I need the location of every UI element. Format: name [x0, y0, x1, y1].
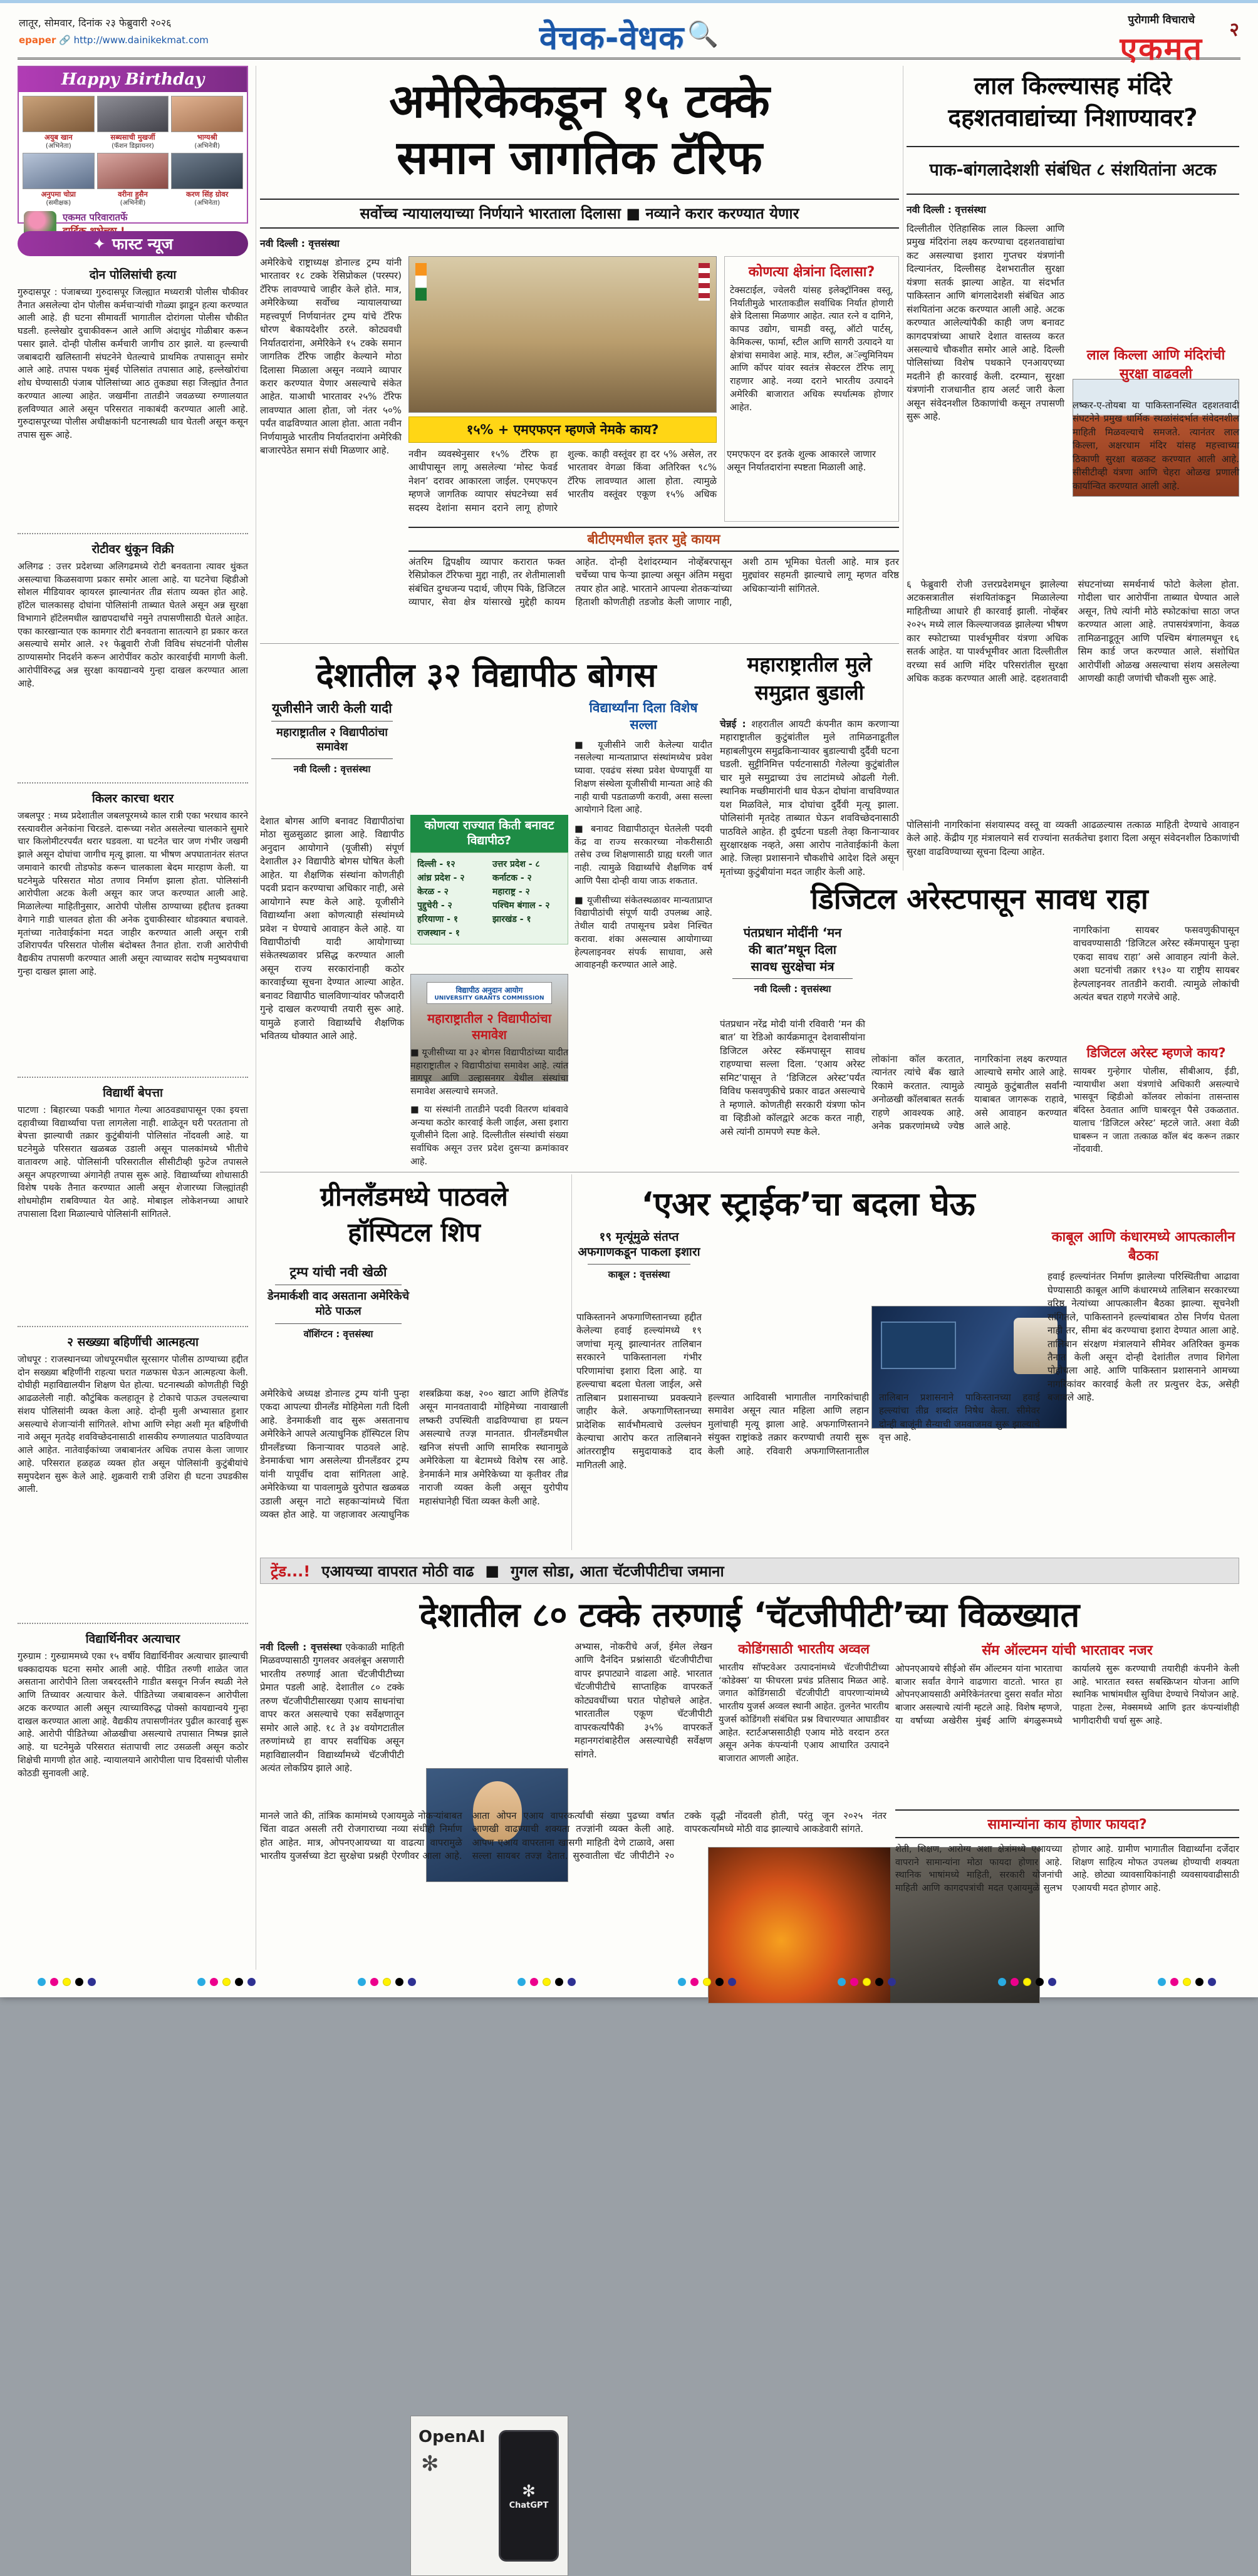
greeting-line1: एकमत परिवारातर्फे: [63, 212, 128, 224]
india-flag: [415, 263, 427, 301]
sectors-title: कोणत्या क्षेत्रांना दिलासा?: [748, 264, 875, 280]
fast-news-title: फास्ट न्यूज: [112, 235, 174, 253]
birthday-role: (अभिनेता): [194, 199, 221, 207]
fast-news-item-body: जबलपूर : मध्य प्रदेशातील जबलपूरमध्ये काल रात्री एका भरधाव कारने रस्त्यावरील अनेकांना चिरडले. दारूच्या नशेत असलेल्या चालकाने सुमारे चार किलोमीटरपर्यंत थरार घडवला. या घटनेत चार जण गंभीर जखमी झाले असून दोघांचा जागीच मृत्यू झाला. या भीषण अपघातानंतर संतप्त जमावाने कारची तोडफोड करून चालकाला बेदम मारहाण केली. या घटनेमुळे परिसरात मोठा तणाव निर्माण झाला होता. पोलिसांनी आरोपीला अटक केली असून कार जप्त करण्यात आली आहे. मिळालेल्या माहितीनुसार, आरोपी पोलीस ठाण्याच्या हद्दीतच इतक्या वेगाने गाडी चालवत होता की अनेक दुचाकीस्वार थोडक्यात बचावले. मृतांच्या नातेवाईकांना मदत जाहीर करण्यात आली असून रात्री उशिरापर्यंत परिसरात पोलीस बंदोबस्त तैनात होता. राजी आरोपीची वैद्यकीय तपासणी करण्यात आली असून त्याच्यावर सदोष मनुष्यवधाचा गुन्हा दाखल झाला आहे.: [18, 811, 248, 977]
drowning-body: चेन्नई : शहरातील आयटी कंपनीत काम करणाऱ्या महाराष्ट्रातील कुटुंबांतील मुले तामिळनाडूतील महाबलीपुरम समुद्रकिनाऱ्यावर बुडाल्याची दुर्दैवी घटना घडली. सुट्टीनिमित्त पर्यटनासाठी गेलेल्या कुटुंबांतील चार मुले समुद्राच्या उंच लाटांमध्ये ओढली गेली. स्थानिक मच्छीमारांनी धाव घेऊन दोघांना वाचविण्यात यश मिळविले, मात्र दोघांचा दुर्दैवी मृत्यू झाला. पोलिसांनी मृतदेह ताब्यात घेऊन शवविच्छेदनासाठी पाठविले आहेत. ही दुर्घटना घडली तेव्हा किनाऱ्यावर सुरक्षारक्षक नव्हते, असा आरोप नातेवाईकांनी केला आहे. जिल्हा प्रशासनाने चौकशीचे आदेश दिले असून मृतांच्या कुटुंबीयांना मदत जाहीर केली आहे.: [720, 718, 899, 877]
advice-title: विद्यार्थ्यांना दिला विशेष सल्ला: [589, 700, 698, 733]
redfort-body-col2: लष्कर-ए-तोयबा या पाकिस्तानस्थित दहशतवादी संघटनेने प्रमुख धार्मिक स्थळांसंदर्भात संवेदनशील माहिती मिळवल्याचे समजते. त्यानंतर लाल किल्ला, अक्षरधाम मंदिर यांसह महत्त्वाच्या ठिकाणी सुरक्षा बळकट करण्यात आली आहे. सीसीटीव्ही यंत्रणा आणि चेहरा ओळख प्रणाली कार्यान्वित करण्यात आली आहे.: [1073, 400, 1239, 492]
fast-news-item-body: पाटणा : बिहारच्या पकडी भागात गेल्या आठवड्यापासून एका इयत्ता दहावीच्या विद्यार्थ्याचा पत्ता लागलेला नाही. शाळेतून घरी परतताना तो बेपत्ता झाल्याची तक्रार कुटुंबीयांनी पोलिसांत नोंदवली आहे. या घटनेमुळे परिसरात खळबळ उडाली असून पालकांमध्ये भीतीचे वातावरण आहे. पोलिसांनी परिसरातील सीसीटीव्ही फुटेज तपासले असून अपहरणाच्या अंगानेही तपास सुरू आहे. विद्यार्थ्याच्या शोधासाठी विशेष पथके तैनात करण्यात आली असून शेजारच्या जिल्ह्यांतही शोधमोहीम राबविण्यात येत आहे. मोबाइल लोकेशनच्या आधारे तपासाला दिशा मिळाल्याचे पोलिसांनी सांगितले.: [18, 1105, 248, 1219]
benefit-box: [895, 1809, 1239, 1966]
birthday-person: [171, 96, 243, 150]
airstrike-body2: हल्ल्यात आदिवासी भागातील नागरिकांचाही समावेश असून त्यात महिला आणि लहान मुलांचाही मृत्यू झाला आहे. अफगाणिस्तानने संयुक्त राष्ट्रांकडे तक्रार करण्याची तयारी सुरू केली आहे. रविवारी अफगाणिस्तानातील तालिबान प्रशासनाने पाकिस्तानच्या हवाई हल्ल्यांचा तीव्र शब्दांत निषेध केला. सीमेवर दोन्ही बाजूंनी सैन्याची जमवाजमव सुरू झाल्याचे वृत्त आहे.: [708, 1392, 1040, 1457]
count-item: राजस्थान - १: [417, 928, 460, 938]
greenland-body: अमेरिकेचे अध्यक्ष डोनाल्ड ट्रम्प यांनी पुन्हा एकदा आपल्या ग्रीनलँड मोहिमेला गती दिली आहे. डेनमार्कशी वाद सुरू असतानाच अमेरिकेने आपले अत्याधुनिक हॉस्पिटल शिप ग्रीनलँडच्या किनाऱ्यावर पाठवले आहे. डेनमार्कचा भाग असलेल्या ग्रीनलँडवर ट्रम्प यांनी यापूर्वीच दावा सांगितला आहे. अमेरिकेच्या या पावलामुळे युरोपात खळबळ उडाली असून नाटो सहकाऱ्यांमध्ये चिंता व्यक्त होत आहे. या जहाजावर अत्याधुनिक शस्त्रक्रिया कक्ष, २०० खाटा आणि हेलिपॅड असून मानवतावादी मोहिमेच्या नावाखाली लष्करी उपस्थिती वाढविण्याचा हा प्रयत्न असल्याचे तज्ज्ञ मानतात. ग्रीनलँडमधील खनिज संपत्ती आणि सामरिक स्थानामुळे अमेरिकेला या बेटामध्ये विशेष रस आहे. डेनमार्कने मात्र अमेरिकेच्या या कृतीवर तीव्र नाराजी व्यक्त केली असून युरोपीय महासंघानेही चिंता व्यक्त केली आहे.: [260, 1388, 568, 1520]
registration-dots: [678, 1977, 741, 1989]
trend-separator: ■: [485, 1562, 500, 1580]
masthead-tagline: पुरोगामी विचाराचे: [1128, 14, 1195, 26]
birthday-name: वरीना हुसैन: [118, 190, 148, 199]
edition-logo-text: वेचक-वेधक: [539, 19, 685, 57]
greenland-subhead: ट्रम्प यांची नवी खेळी डेनमार्कशी वाद असताना अमेरिकेचे मोठे पाऊल वॉशिंग्टन : वृत्तसंस्था: [260, 1263, 417, 1340]
drowning-headline: महाराष्ट्रातील मुले समुद्रात बुडाली: [747, 652, 872, 705]
fast-news-item-title: २ सख्ख्या बहिणींची आत्महत्या: [67, 1335, 199, 1349]
registration-dots: [1158, 1977, 1220, 1989]
fast-news-item-body: गुरुदासपूर : पंजाबच्या गुरुदासपूर जिल्ह्यात मध्यरात्री पोलीस चौकीवर तैनात असलेल्या दोन पोलीस कर्मचाऱ्यांची गोळ्या झाडून हत्या करण्यात आली आहे. ही घटना सीमावर्ती भागातील दोरांगला पोलीस चौकीत घडली. हल्लेखोर दुचाकीवरून आले आणि अंदाधुंद गोळीबार करून पसार झाले. दोन्ही पोलीस कर्मचारी जागीच ठार झाले. या हल्ल्याची जबाबदारी खलिस्तानी संघटनेने घेतल्याचे प्राथमिक तपासातून समोर आले आहे. तपास पथक मुंबई पोलिसांत तपासात आहे, हल्लेखोरांचा शोध घेण्यासाठी पंजाब पोलिसांच्या आठ तुकड्या सहा जिल्ह्यांत तैनात करण्यात आल्या आहेत. जखमींना तातडीने जवळच्या रुग्णालयात हलविण्यात आले असून परिसरात नाकाबंदी करण्यात आली आहे. गुरुदासपूरच्या पोलीस अधीक्षकांनी घटनास्थळी धाव घेतली असून कसून तपास सुरू आहे.: [18, 287, 248, 441]
trend-label: ट्रेंड...!: [271, 1562, 311, 1580]
fast-news-item: [18, 1078, 248, 1327]
airstrike-dateline: काबूल : वृत्तसंस्था: [608, 1268, 670, 1280]
digital-arrest-subhead: पंतप्रधान मोदींनी ‘मन की बात’मधून दिला सावध सुरक्षेचा मंत्र नवी दिल्ली : वृत्तसंस्था: [720, 924, 865, 995]
birthday-photo: [97, 153, 169, 189]
count-item: हरियाणा - १: [417, 914, 459, 924]
birthday-person: [23, 153, 95, 207]
fake-univ-count-list: [410, 852, 568, 944]
redfort-secure-title: लाल किल्ला आणि मंदिरांची सुरक्षा वाढवली: [1086, 348, 1225, 382]
count-item: कर्नाटक - २: [492, 872, 532, 883]
ugc-sign-marathi: विद्यापीठ अनुदान आयोग: [455, 986, 523, 995]
count-item: महाराष्ट्र - २: [492, 886, 530, 897]
fast-news-item: [18, 260, 248, 534]
digital-arrest-body3: लोकांना कॉल करतात, त्यानंतर त्यांचे बँक खाते रिकामे करतात. त्यामुळे अनोळखी कॉलबाबत सतर्क राहणे आवश्यक आहे. अनेक प्रकरणांमध्ये ज्येष्ठ नागरिकांना लक्ष्य करण्यात आल्याचे समोर आले आहे. त्यामुळे कुटुंबातील सर्वांनी याबाबत जागरूक राहावे, असे आवाहन करण्यात आले आहे.: [871, 1053, 1067, 1132]
birthday-name: अनुपमा चोप्रा: [41, 190, 76, 199]
birthday-role: (फॅशन डिझायनर): [112, 142, 154, 150]
registration-marks-row: [38, 1976, 1220, 1989]
trend-text1: एआयच्या वापरात मोठी वाढ: [321, 1562, 474, 1580]
tariff-subhead: सर्वोच्च न्यायालयाच्या निर्णयाने भारताला दिलासा ■ नव्याने करार करण्यात येणार: [260, 199, 899, 229]
birthday-photo: [171, 96, 243, 132]
redfort-body-wide: ६ फेब्रुवारी रोजी उत्तरप्रदेशमधून झालेल्या अटकसत्रातील संशयितांकडून मिळालेल्या माहितीच्या आधारे ही कारवाई झाली. नोव्हेंबर २०२५ मध्ये लाल किल्ल्याजवळ झालेल्या भीषण कार स्फोटाच्या पार्श्वभूमीवर यंत्रणा अधिक सतर्क आहेत. या पार्श्वभूमीवर आता दिल्लीतील वरच्या सर्व आणि मंदिर परिसरांतील सुरक्षा अधिक कडक करण्यात आली आहे. दहशतवादी संघटनांच्या समर्थनार्थ फोटो केलेला होता. गोदीला चार आरोपींना ताब्यात घेण्यात आले असून, तिघे त्यांनी मोठे स्फोटकांचा साठा जप्त करण्यात आला आहे. तपासयंत्रणांना, केवळ तामिळनाडूतून आणि पश्चिम बंगालमधून १६ सिम कार्ड जप्त करण्यात आले. संशोधित आरोपींशी ओळख असल्याचा संशय असलेल्या आणखी काही जणांची चौकशी सुरू आहे.: [907, 579, 1239, 685]
fast-news-item-body: जोधपूर : राजस्थानच्या जोधपूरमधील सूरसागर पोलीस ठाण्याच्या हद्दीत दोन सख्ख्या बहिणींनी राहत्या घरात गळफास घेऊन आत्महत्या केली. दोघीही महाविद्यालयीन शिक्षण घेत होत्या. घटनास्थळी कोणतीही चिठ्ठी आढळलेली नाही. कौटुंबिक कलहातून हे टोकाचे पाऊल उचलल्याचा संशय पोलिसांनी व्यक्त केला आहे. दोन्ही मुली अभ्यासात हुशार असल्याचे शेजाऱ्यांनी सांगितले. शोभा आणि स्नेहा अशी मृत बहिणींची नावे असून मृतदेह शवविच्छेदनासाठी शासकीय रुग्णालयात पाठविण्यात आले आहेत. नातेवाईकांच्या जबाबानंतर अधिक तपास केला जाणार आहे. परिसरात हळहळ व्यक्त होत असून पोलिसांनी कुटुंबीयांचे समुपदेशन सुरू केले आहे. शुक्रवारी रात्री उशिरा ही घटना उघडकीस आली.: [18, 1355, 248, 1495]
airstrike-subhead: १९ मृत्यूंमुळे संतप्त अफगाणकडून पाकला इशारा काबूल : वृत्तसंस्था: [576, 1228, 702, 1281]
digital-arrest-dateline: नवी दिल्ली : वृत्तसंस्था: [754, 983, 831, 995]
tariff-dateline: नवी दिल्ली : वृत्तसंस्था: [260, 238, 340, 249]
birthday-name: सब्यसाची मुखर्जी: [110, 133, 155, 142]
advice-box: [574, 700, 712, 1168]
fast-news-item-title: विद्यार्थी बेपत्ता: [103, 1086, 163, 1100]
advice-bullet: ■ यूजीसीच्या संकेतस्थळावर मान्यताप्राप्त विद्यापीठांची संपूर्ण यादी उपलब्ध आहे. तेथील यादी तपासूनच प्रवेश निश्चित करावा. शंका असल्यास आयोगाच्या हेल्पलाइनवर संपर्क साधावा, असे आवाहनही करण्यात आले आहे.: [574, 895, 712, 971]
openai-logo-text: OpenAI: [418, 2428, 486, 2446]
birthday-role: (समीक्षक): [46, 199, 71, 207]
what-body: सायबर गुन्हेगार पोलीस, सीबीआय, ईडी, न्यायाधीश अशा यंत्रणांचे अधिकारी असल्याचे भासवून व्हिडीओ कॉलवर लोकांना तासन्तास बंदिस्त ठेवतात आणि घाबरवून पैसे उकळतात. यालाच ‘डिजिटल अरेस्ट’ म्हटले जाते. अशा वेळी घाबरून न जाता तत्काळ कॉल बंद करून तक्रार नोंदवावी.: [1073, 1067, 1239, 1155]
birthday-person: [97, 96, 169, 150]
count-item: दिल्ली - १२: [417, 859, 455, 869]
column-divider: [571, 1174, 572, 1550]
benefit-body: शेती, शिक्षण, आरोग्य अशा क्षेत्रांमध्ये एआयच्या वापराने सामान्यांना मोठा फायदा होणार आहे. स्थानिक भाषांमध्ये माहिती, सरकारी योजनांची माहिती आणि कागदपत्रांची मदत एआयमुळे सुलभ होणार आहे. ग्रामीण भागातील विद्यार्थ्यांना दर्जेदार शिक्षण साहित्य मोफत उपलब्ध होण्याची शक्यता आहे. छोट्या व्यावसायिकांनाही व्यवसायवाढीसाठी एआयची मदत होणार आहे.: [895, 1844, 1239, 1894]
bta-box: [408, 527, 899, 639]
coding-title: कोडिंगसाठी भारतीय अव्वल: [738, 1642, 870, 1657]
ugc-sign-english: UNIVERSITY GRANTS COMMISSION: [434, 995, 544, 1001]
count-item: केरळ - २: [417, 886, 449, 897]
birthday-title: Happy Birthday: [19, 67, 247, 92]
bogus-univ-subhead-block: [260, 700, 404, 775]
fast-news-item-title: विद्यार्थिनीवर अत्याचार: [85, 1632, 180, 1646]
digital-arrest-body2: नागरिकांना सायबर फसवणुकीपासून वाचवण्यासाठी ‘डिजिटल अरेस्ट स्कॅमपासून पुन्हा एकदा सावध राहा’ असे आवाहन त्यांनी केले. अशा घटनांची तक्रार १९३० या राष्ट्रीय सायबर हेल्पलाइनवर तातडीने करावी. त्यामुळे लोकांची अत्यंत बचत राहणे गरजेचे आहे.: [1073, 924, 1239, 1003]
mh-univ-box: [410, 1010, 568, 1168]
epaper-url[interactable]: http://www.dainikekmat.com: [73, 34, 209, 46]
section-rule: [260, 643, 899, 644]
meetings-body: हवाई हल्ल्यांनंतर निर्माण झालेल्या परिस्थितीचा आढावा घेण्यासाठी काबूल आणि कंधारमध्ये तालिबान सरकारच्या वरिष्ठ नेत्यांच्या आपत्कालीन बैठका झाल्या. सूचनेशी सांगितले, पाकिस्तानने हल्ल्यांबाबत ठोस निर्णय घेतला नाही तर, सीमा बंद करण्याचा इशारा देण्यात आला आहे. तालिबान संरक्षण मंत्रालयाने सीमेवर अतिरिक्त कुमक तैनात केली असून दोन्ही देशांतील तणाव शिगेला पोहोचला आहे. आणि पाकिस्तान प्रशासनाने आमच्या नागरिकांवर कारवाई केली तर प्रत्युत्तर देऊ, असेही बजावले आहे.: [1047, 1271, 1239, 1404]
fast-news-icon: ✦: [92, 234, 106, 253]
bta-body: अंतरिम द्विपक्षीय व्यापार करारात फक्त रेसिप्रोकल टॅरिफचा मुद्दा नाही, तर शेतीमालाशी संबंधित दुग्धजन्य पदार्थ, जीएम पिके, डिजिटल व्यापार, सेवा क्षेत्र यांसारखे मुद्देही कायम आहेत. दोन्ही देशांदरम्यान नोव्हेंबरपासून चर्चेच्या पाच फेऱ्या झाल्या असून अंतिम मसुदा तयार होत आहे. भारताने आपल्या शेतकऱ्यांच्या हिताशी कोणतीही तडजोड केली जाणार नाही, अशी ठाम भूमिका घेतली आहे. मात्र इतर मुद्द्यांवर सहमती झाल्याचे लागू म्हणत वरिष्ठ अधिकाऱ्यांनी सांगितले.: [408, 556, 899, 608]
masthead-block: [1120, 12, 1203, 69]
fast-news-item-title: रोटीवर थुंकून विक्री: [91, 542, 174, 556]
redfort-headline: लाल किल्ल्यासह मंदिरे दहशतवाद्यांच्या निशाण्यावर?: [948, 72, 1198, 132]
advice-bullet: ■ यूजीसीने जारी केलेल्या यादीत नसलेल्या मान्यताप्राप्त संस्थांमध्येच प्रवेश घ्यावा. एवढंच संस्था प्रवेश घेण्यापूर्वी या शिक्षण संस्थेला यूजीसीची मान्यता आहे की नाही याची पडताळणी करावी, असा सल्ला आयोगाने दिला आहे.: [574, 740, 712, 815]
fast-news-item: [18, 1327, 248, 1624]
bta-title: बीटीएमधील इतर मुद्दे कायम: [408, 527, 899, 552]
modi-trump-photo: [408, 256, 717, 413]
coding-box: [719, 1640, 889, 1801]
meetings-title: काबूल आणि कंधारमध्ये आपत्कालीन बैठका: [1051, 1229, 1235, 1264]
fake-univ-count-title: कोणत्या राज्यात किती बनावट विद्यापीठ?: [410, 815, 568, 852]
mh-univ-bullet: ■ यूजीसीच्या या ३२ बोगस विद्यापीठांच्या यादीत महाराष्ट्रातील २ विद्यापीठांचा समावेश आहे. त्यांत नागपूर आणि उल्हासनगर येथील संस्थांचा समावेश असल्याचे समजते.: [410, 1048, 568, 1097]
airstrike-headline: ‘एअर स्ट्राईक’चा बदला घेऊ: [641, 1186, 975, 1223]
birthday-photo: [171, 153, 243, 189]
count-item: आंध्र प्रदेश - २: [417, 872, 465, 883]
registration-dots: [517, 1977, 580, 1989]
drowning-dateline: चेन्नई :: [720, 718, 746, 730]
tariff-headline: अमेरिकेकडून १५ टक्के समान जागतिक टॅरिफ: [389, 75, 770, 185]
altman-title: सॅम ऑल्टमन यांची भारतावर नजर: [982, 1643, 1153, 1658]
birthday-name: करण सिंह ग्रोवर: [186, 190, 229, 199]
screen-graphic: [881, 1322, 956, 1369]
fast-news-banner: [18, 231, 248, 256]
registration-dots: [38, 1977, 100, 1989]
sectors-box: [724, 256, 899, 522]
count-item: उत्तर प्रदेश - ८: [492, 859, 540, 869]
edition-logo: [539, 14, 719, 59]
chatgpt-body3: मानले जाते की, तांत्रिक कामांमध्ये एआयमुळे नोकऱ्यांबाबत चिंता वाढत असली तरी रोजगाराच्या नव्या संधीही निर्माण होत आहेत. मात्र, ओपनएआयच्या या वाढत्या वापरामुळे भारतीय युजर्सच्या डेटा सुरक्षेचा प्रश्नही ऐरणीवर आला आहे. आता ओपन एआय वापरकर्त्यांची संख्या पुढच्या वर्षात आणखी वाढण्याची शक्यता तज्ज्ञांनी व्यक्त केली आहे. आपण एआय वापरताना खासगी माहिती देणे टाळावे, असा सल्ला सायबर तज्ज्ञ देतात. सुरुवातीला चॅट जीपीटीने २० टक्के वृद्धी नोंदवली होती, परंतु जून २०२५ नंतर वापरकर्त्यांमध्ये मोठी वाढ झाल्याचे आकडेवारी सांगते.: [260, 1810, 886, 1862]
mh-univ-title: महाराष्ट्रातील २ विद्यापीठांचा समावेश: [427, 1011, 551, 1042]
bogus-univ-sub2: महाराष्ट्रातील २ विद्यापीठांचा समावेश: [276, 726, 388, 754]
us-flag: [699, 263, 710, 301]
bogus-univ-headline: देशातील ३२ विद्यापीठ बोगस: [316, 656, 657, 695]
fast-news-item: [18, 534, 248, 784]
trend-text2: गुगल सोडा, आता चॅटजीपीटीचा जमाना: [511, 1562, 724, 1580]
page-number: २: [1229, 19, 1239, 41]
phone-image: [499, 2430, 559, 2562]
birthday-role: (अभिनेता): [45, 142, 71, 150]
masthead-title: एकमत: [1120, 31, 1203, 67]
trend-bar: [260, 1558, 1239, 1584]
date-line: लातूर, सोमवार, दिनांक २३ फेब्रुवारी २०२६: [19, 17, 172, 29]
greenland-headline: ग्रीनलँडमध्ये पाठवले हॉस्पिटल शिप: [320, 1181, 508, 1248]
link-icon: 🔗: [59, 34, 71, 46]
chatgpt-phone-label: ChatGPT: [509, 2501, 549, 2510]
registration-dots: [358, 1977, 420, 1989]
fast-news-item: [18, 1624, 248, 1912]
birthday-photo: [97, 96, 169, 132]
tariff-body-col1: अमेरिकेचे राष्ट्राध्यक्ष डोनाल्ड ट्रम्प यांनी भारतावर १८ टक्के रेसिप्रोकल (परस्पर) टॅरिफ लावण्याचे जाहीर केले होते. मात्र, अमेरिकेच्या सर्वोच्च न्यायालयाच्या महत्त्वपूर्ण निर्णयानंतर ट्रम्प यांचे टॅरिफ धोरण बेकायदेशीर ठरले. कोट्यवधी निर्यातदारांना, अमेरिकेने १५ टक्के समान जागतिक टॅरिफ जाहीर केल्याने मोठा दिलासा मिळाला असून नव्याने व्यापार करार करण्यात येणार असल्याचे संकेत आहेत. याआधी भारतावर २५% टॅरिफ लावण्यात आला होता, जो नंतर ५०% पर्यंत वाढविण्यात आला होता. आता नवीन निर्णयामुळे भारतीय निर्यातदारांना अमेरिकी बाजारपेठेत समान संधी मिळणार आहे.: [260, 257, 402, 457]
emergency-meetings-box: [1047, 1228, 1239, 1551]
digital-arrest-headline: डिजिटल अरेस्टपासून सावध राहा: [811, 882, 1148, 916]
fast-news-item-body: अलिगढ : उत्तर प्रदेशच्या अलिगढमध्ये रोटी बनवताना त्यावर थुंकत असल्याचा किळसवाणा प्रकार समोर आला आहे. या घटनेचा व्हिडीओ सोशल मीडियावर व्हायरल झाल्यानंतर तीव्र संताप व्यक्त होत आहे. हॉटेल चालकासह दोघांना पोलिसांनी ताब्यात घेतले असून अन्न सुरक्षा विभागाने हॉटेलमधील खाद्यपदार्थांचे नमुने तपासणीसाठी घेतले आहेत. एका कारखान्यात एक कामगार रोटी बनवताना सातत्याने हा प्रकार करत असल्याचे समोर आले. २१ फेब्रुवारी रोजी विविध संघटनांनी पोलीस ठाण्यासमोर निदर्शने करून आरोपींवर कठोर कारवाईची मागणी केली. आरोपींविरुद्ध अन्न सुरक्षा कायद्यान्वये गुन्हा दाखल करण्यात आला आहे.: [18, 562, 248, 689]
epaper-label: epaper: [19, 34, 56, 46]
birthday-box: [18, 66, 248, 224]
registration-dots: [838, 1977, 900, 1989]
bogus-univ-body: देशात बोगस आणि बनावट विद्यापीठांचा मोठा सुळसुळाट झाला आहे. विद्यापीठ अनुदान आयोगाने (यूजीसी) संपूर्ण देशातील ३२ विद्यापीठे बोगस घोषित केली आहेत. या शैक्षणिक संस्थांना कोणतीही पदवी प्रदान करण्याचा अधिकार नाही, असे आयोगाने स्पष्ट केले आहे. यूजीसीने विद्यार्थ्यांना अशा कोणत्याही संस्थांमध्ये प्रवेश न घेण्याचे आवाहन केले आहे. या विद्यापीठांची यादी आयोगाच्या संकेतस्थळावर प्रसिद्ध करण्यात आली असून राज्य सरकारांनाही कठोर कारवाईच्या सूचना देण्यात आल्या आहेत. बनावट विद्यापीठ चालविणाऱ्यांवर फौजदारी गुन्हे दाखल करण्याची तयारी सुरू आहे. यामुळे हजारो विद्यार्थ्यांचे शैक्षणिक भवितव्य धोक्यात आले आहे.: [260, 815, 404, 1042]
chatgpt-body2: अभ्यास, नोकरीचे अर्ज, ईमेल लेखन आणि दैनंदिन प्रश्नांसाठी चॅटजीपीटीचा वापर झपाट्याने वाढला आहे. भारतात चॅटजीपीटीचे साप्ताहिक वापरकर्ते कोट्यवधींच्या घरात पोहोचले आहेत. भारतातील एकूण चॅटजीपीटी वापरकर्त्यांपैकी ३५% वापरकर्ते महानगरांबाहेरील असल्याचेही सर्वेक्षण सांगते.: [574, 1641, 712, 1760]
birthday-photo: [23, 96, 95, 132]
fast-news-column: [18, 260, 248, 1945]
mfn-body: नवीन व्यवस्थेनुसार १५% टॅरिफ हा आधीपासून लागू असलेल्या ‘मोस्ट फेवर्ड नेशन’ दरावर आकारला जाईल. एमएफएन म्हणजे जागतिक व्यापार संघटनेच्या सर्व सदस्य देशांना समान दराने लागू होणारे शुल्क. काही वस्तूंवर हा दर ५% असेल, तर भारतावर वेगळा किंवा अतिरिक्त ९८% टॅरिफ लावण्यात आला होता. त्यामुळे भारतीय वस्तूंवर एकूण १५% अधिक एमएफएन दर इतके शुल्क आकारले जाणार असून निर्यातदारांना स्पष्टता मिळाली आहे.: [408, 448, 876, 514]
fake-univ-count-box: [410, 815, 568, 944]
redfort-body-col1: दिल्लीतील ऐतिहासिक लाल किल्ला आणि प्रमुख मंदिरांना लक्ष्य करण्याचा दहशतवाद्यांचा कट असल्याचा इशारा गुप्तचर यंत्रणांनी दिल्यानंतर, दिल्लीसह देशभरातील सुरक्षा यंत्रणा सतर्क झाल्या आहेत. या संदर्भात पाकिस्तान आणि बांगलादेशशी संबंधित आठ संशयितांना अटक करण्यात आली आहे. अटक करण्यात आलेल्यांपैकी काही जण बनावट कागदपत्रांच्या आधारे देशात वास्तव्य करत असल्याचे चौकशीत समोर आले आहे. दिल्ली पोलिसांच्या विशेष पथकाने एनआयएच्या मदतीने ही कारवाई केली. दरम्यान, सुरक्षा यंत्रणांनी राजधानीत हाय अलर्ट जारी केला असून संवेदनशील ठिकाणांची कसून तपासणी सुरू आहे.: [907, 223, 1064, 423]
bogus-univ-dateline: नवी दिल्ली : वृत्तसंस्था: [293, 763, 371, 775]
greenland-dateline: वॉशिंग्टन : वृत्तसंस्था: [303, 1328, 373, 1340]
chatgpt-headline: देशातील ८० टक्के तरुणाई ‘चॅटजीपीटी’च्या विळख्यात: [419, 1595, 1080, 1635]
mh-univ-bullet: ■ या संस्थांनी तातडीने पदवी वितरण थांबवावे अन्यथा कठोर कारवाई केली जाईल, असा इशारा यूजीसीने दिला आहे. दिल्लीतील संस्थांची संख्या सर्वाधिक असून उत्तर प्रदेश दुसऱ्या क्रमांकावर आहे.: [410, 1104, 568, 1167]
what-title: डिजिटल अरेस्ट म्हणजे काय?: [1086, 1045, 1226, 1060]
birthday-name: भाग्यश्री: [197, 133, 217, 142]
openai-swirl-icon: ✻: [421, 2451, 439, 2476]
birthday-name: अयुब खान: [44, 133, 73, 142]
magnifier-icon: 🔍: [687, 20, 719, 49]
chatgpt-dateline: नवी दिल्ली : वृत्तसंस्था: [260, 1642, 342, 1653]
bogus-univ-sub1: यूजीसीने जारी केली यादी: [272, 701, 392, 716]
birthday-role: (अभिनेत्री): [120, 199, 146, 207]
birthday-photo: [23, 153, 95, 189]
registration-dots: [197, 1977, 260, 1989]
fast-news-item-title: किलर कारचा थरार: [91, 792, 174, 805]
count-item: पुद्दुचेरी - २: [417, 900, 452, 911]
chatgpt-body1: नवी दिल्ली : वृत्तसंस्था एकेकाळी माहिती मिळवण्यासाठी गुगलवर अवलंबून असणारी भारतीय तरुणाई आता चॅटजीपीटीच्या प्रेमात पडली आहे. देशातील ८० टक्के तरुण चॅटजीपीटीसारख्या एआय साधनांचा वापर करत असल्याचे एका सर्वेक्षणातून समोर आले आहे. १८ ते ३४ वयोगटातील तरुणांमध्ये हा वापर सर्वाधिक असून महाविद्यालयीन विद्यार्थ्यांमध्ये चॅटजीपीटी अत्यंत लोकप्रिय झाले आहे.: [260, 1642, 404, 1774]
chatgpt-phone-photo: [410, 2416, 568, 2576]
advice-bullet: ■ बनावट विद्यापीठातून घेतलेली पदवी केंद्र वा राज्य सरकारच्या नोकरीसाठी तसेच उच्च शिक्षणासाठी ग्राह्य धरली जात नाही. त्यामुळे विद्यार्थ्यांचे शैक्षणिक वर्ष आणि पैसा दोन्ही वाया जाऊ शकतात.: [574, 824, 712, 886]
redfort-dateline: नवी दिल्ली : वृत्तसंस्था: [907, 204, 986, 215]
altman-body: ओपनएआयचे सीईओ सॅम ऑल्टमन यांना भारताचा बाजार सर्वांत वेगाने वाढणारा वाटतो. भारत हा ओपनएआयसाठी अमेरिकेनंतरचा दुसरा सर्वांत मोठा बाजार असल्याचे त्यांनी म्हटले आहे. विशेष म्हणजे, या वर्षाच्या अखेरीस मुंबई आणि बंगळुरूमध्ये कार्यालये सुरू करण्याची तयारीही कंपनीने केली आहे. भारतात स्वस्त सबस्क्रिप्शन योजना आणि स्थानिक भाषांमधील सुविधा देण्याचे नियोजन आहे. पाहता टेल्स, मेक्समध्ये आणि इतर कंपन्यांशीही भागीदारीची चर्चा सुरू आहे.: [895, 1664, 1239, 1726]
birthday-role: (अभिनेत्री): [194, 142, 220, 150]
fast-news-item-title: दोन पोलिसांची हत्या: [89, 268, 177, 282]
redfort-subhead: पाक-बांगलादेशशी संबंधित ८ संशयितांना अटक: [907, 146, 1239, 195]
airstrike-body1: पाकिस्तानने अफगाणिस्तानच्या हद्दीत केलेल्या हवाई हल्ल्यांमध्ये १९ जणांचा मृत्यू झाल्यानंतर तालिबान सरकारने पाकिस्तानला गंभीर परिणामांचा इशारा दिला आहे. या हल्ल्याचा बदला घेतला जाईल, असे तालिबान प्रशासनाच्या प्रवक्त्याने जाहीर केले. अफगाणिस्तानच्या प्रादेशिक सार्वभौमत्वाचे उल्लंघन केल्याचा आरोप करत तालिबानने आंतरराष्ट्रीय समुदायाकडे दाद मागितली आहे.: [576, 1311, 702, 1471]
birthday-person: [97, 153, 169, 207]
count-item: पश्चिम बंगाल - २: [492, 900, 550, 911]
fast-news-item-body: गुरुग्राम : गुरुग्राममध्ये एका १५ वर्षीय विद्यार्थिनीवर अत्याचार झाल्याची धक्कादायक घटना समोर आली आहे. पीडित तरुणी शाळेत जात असताना आरोपीने तिला जबरदस्तीने गाडीत बसवून निर्जन स्थळी नेले आणि तिच्यावर अत्याचार केले. पीडितेच्या जबाबावरून आरोपीला अटक करण्यात आली असून त्याच्याविरुद्ध पोक्सो कायद्यान्वये गुन्हा दाखल करण्यात आला आहे. वैद्यकीय तपासणीनंतर पुढील कारवाई सुरू आहे. आरोपी पीडितेच्या ओळखीचा असल्याचे तपासात निष्पन्न झाले आहे. या घटनेमुळे परिसरात संतापाची लाट उसळली असून कठोर शिक्षेची मागणी होत आहे. न्यायालयाने आरोपीला पाच दिवसांची पोलीस कोठडी सुनावली आहे.: [18, 1652, 248, 1779]
birthday-person: [23, 96, 95, 150]
sectors-body: टेक्सटाईल, ज्वेलरी यांसह इलेक्ट्रॉनिक्स वस्तू, निर्यातीमुळे भारताकडील सर्वाधिक निर्यात होणारी क्षेत्रे दिलासा मिळणार आहेत. त्यात रत्ने व दागिने, कापड उद्योग, चामडी वस्तू, ऑटो पार्टस्, केमिकल्स, फार्मा, स्टील आणि सागरी उत्पादने या क्षेत्रांचा समावेश आहे. मात्र, स्टील, अॅल्युमिनियम आणि कॉपर यांवर स्वतंत्र सेक्टरल टॅरिफ लागू राहणार आहे. नव्या दराने भारतीय उत्पादने अमेरिकी बाजारात अधिक स्पर्धात्मक होणार आहेत.: [730, 286, 893, 413]
birthday-person: [171, 153, 243, 207]
page-header: [18, 11, 1240, 67]
altman-box: [895, 1640, 1239, 1801]
registration-dots: [998, 1977, 1061, 1989]
digital-arrest-what-box: [1073, 1044, 1239, 1168]
chatgpt-phone-icon: ✻: [522, 2482, 536, 2501]
mfn-highlight-bar: १५% + एमएफएन म्हणजे नेमके काय?: [408, 416, 717, 443]
birthday-photo-grid: [19, 92, 247, 211]
redfort-body-end: पोलिसांनी नागरिकांना संशयास्पद वस्तू वा व्यक्ती आढळल्यास तत्काळ माहिती देण्याचे आवाहन केले आहे. केंद्रीय गृह मंत्रालयाने सर्व राज्यांना सतर्कतेचा इशारा दिला असून संवेदनशील ठिकाणांची सुरक्षा वाढविण्याच्या सूचना दिल्या आहेत.: [907, 819, 1239, 857]
digital-arrest-body1: पंतप्रधान नरेंद्र मोदी यांनी रविवारी ‘मन की बात’ या रेडिओ कार्यक्रमातून देशवासीयांना डिजिटल अरेस्ट स्कॅमपासून सावध राहण्याचा सल्ला दिला. ‘एआय अरेस्ट समिट’पासून ते ‘डिजिटल अरेस्ट’पर्यंत विविध फसवणुकीचे प्रकार वाढत असल्याचे ते म्हणाले. कोणतीही सरकारी यंत्रणा फोन वा व्हिडीओ कॉलद्वारे अटक करत नाही, असे त्यांनी ठामपणे स्पष्ट केले.: [720, 1018, 865, 1137]
coding-body: भारतीय सॉफ्टवेअर उत्पादनांमध्ये चॅटजीपीटीच्या ‘कोडेक्स’ या फीचरला प्रचंड प्रतिसाद मिळत आहे. जगात कोडिंगसाठी चॅटजीपीटी वापरणाऱ्यांमध्ये भारतीय युजर्स अव्वल स्थानी आहेत. तुलनेत भारतीय युजर्स कोडिंगशी संबंधित प्रश्न विचारण्यात आघाडीवर आहेत. स्टार्टअप्ससाठीही एआय मोठे वरदान ठरत असून अनेक कंपन्यांनी एआय आधारित उत्पादने बाजारात आणली आहेत.: [719, 1663, 889, 1764]
count-item: झारखंड - १: [492, 914, 531, 924]
benefit-title: सामान्यांना काय होणार फायदा?: [895, 1809, 1239, 1838]
fast-news-item: [18, 784, 248, 1078]
